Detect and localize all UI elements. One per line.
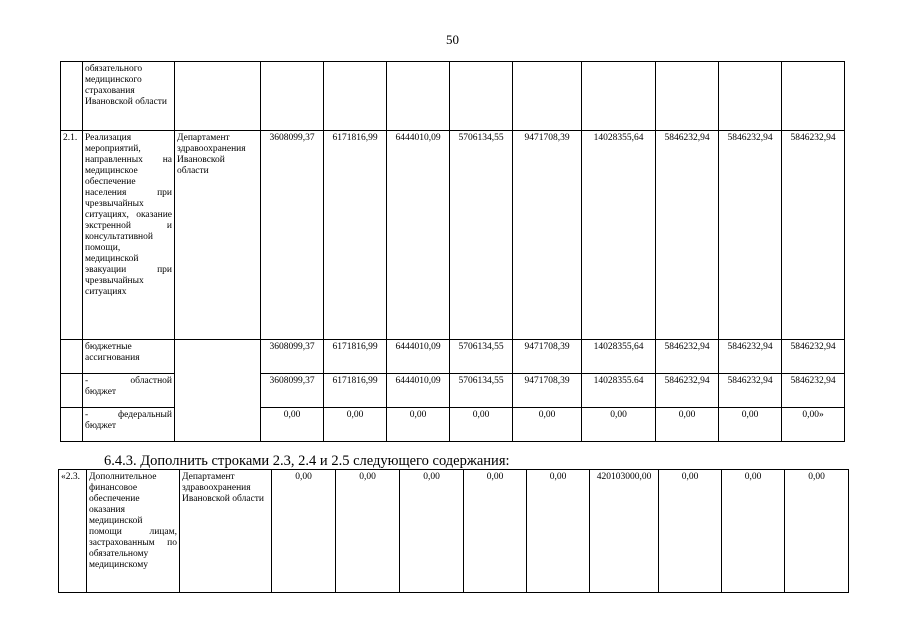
value-cell: 0,00	[464, 470, 527, 593]
value-cell: 0,00	[261, 408, 324, 442]
program-table-bottom	[58, 469, 849, 593]
value-cell: 9471708,39	[513, 340, 582, 374]
value-cell: 0,00	[722, 470, 785, 593]
program-table-top	[60, 61, 845, 442]
executor-cell: Департамент здравоохранения Ивановской области	[180, 470, 272, 593]
measure-name-cell	[83, 374, 175, 408]
value-cell: 14028355,64	[582, 131, 656, 340]
table-row	[61, 62, 845, 131]
value-cell: 5846232,94	[719, 374, 782, 408]
value-cell: 5846232,94	[782, 340, 845, 374]
value-cell: 0,00	[656, 408, 719, 442]
value-cell: 5846232,94	[719, 131, 782, 340]
value-cell: 0,00	[785, 470, 849, 593]
measure-name-cell: обязательного медицинского страхования Ивановской области	[83, 62, 175, 131]
value-cell: 6444010,09	[387, 374, 450, 408]
measure-name-cell: Дополнительное финансовое обеспечение оказания медицинской помощи лицам, застрахованным по обязательному медицинскому	[87, 470, 180, 593]
value-cell: 420103000,00	[590, 470, 659, 593]
page-number: 50	[446, 32, 459, 47]
value-cell: 3608099,37	[261, 131, 324, 340]
measure-name-cell: бюджетные ассигнования	[83, 340, 175, 374]
value-cell: 0,00	[400, 470, 464, 593]
value-cell: 5706134,55	[450, 340, 513, 374]
value-cell: 0,00	[659, 470, 722, 593]
value-cell: 5846232,94	[782, 374, 845, 408]
value-cell: 6171816,99	[324, 131, 387, 340]
table-row	[59, 470, 849, 593]
measure-name-cell	[83, 408, 175, 442]
dash-mark: -	[85, 376, 89, 386]
value-cell: 5846232,94	[782, 131, 845, 340]
value-cell: 0,00»	[782, 408, 845, 442]
value-cell: 9471708,39	[513, 131, 582, 340]
value-cell: 5846232,94	[656, 131, 719, 340]
budget-word-rest: бюджет	[85, 387, 117, 397]
value-cell: 14028355,64	[582, 340, 656, 374]
executor-cell: Департамент здравоохранения Ивановской области	[175, 131, 261, 340]
value-cell: 14028355.64	[582, 374, 656, 408]
value-cell: 0,00	[719, 408, 782, 442]
value-cell: 6171816,99	[324, 374, 387, 408]
measure-name-cell: Реализация мероприятий, направленных на медицинское обеспечение населения при чрезвычайных ситуациях, оказание экстренной и консультативной помощи, медицинской эвакуации при чрезвычайных ситуациях	[83, 131, 175, 340]
value-cell: 3608099,37	[261, 340, 324, 374]
row-number-cell: «2.3.	[59, 470, 87, 593]
value-cell: 5706134,55	[450, 374, 513, 408]
budget-word-rest: бюджет	[85, 421, 117, 431]
table-row	[61, 131, 845, 340]
value-cell: 0,00	[582, 408, 656, 442]
value-cell: 5846232,94	[719, 340, 782, 374]
value-cell: 0,00	[527, 470, 590, 593]
value-cell: 6444010,09	[387, 131, 450, 340]
dash-mark: -	[85, 410, 89, 420]
value-cell: 0,00	[336, 470, 400, 593]
budget-word: областной	[130, 376, 172, 386]
value-cell: 0,00	[513, 408, 582, 442]
value-cell: 5846232,94	[656, 374, 719, 408]
table-row	[61, 340, 845, 374]
budget-word: федеральный	[118, 410, 172, 420]
section-heading: 6.4.3. Дополнить строками 2.3, 2.4 и 2.5 следующего содержания:	[104, 453, 510, 469]
value-cell: 0,00	[450, 408, 513, 442]
row-number-cell: 2.1.	[61, 131, 83, 340]
value-cell: 5706134,55	[450, 131, 513, 340]
executor-cell	[175, 340, 261, 442]
value-cell: 9471708,39	[513, 374, 582, 408]
value-cell: 0,00	[272, 470, 336, 593]
value-cell: 0,00	[324, 408, 387, 442]
value-cell: 0,00	[387, 408, 450, 442]
value-cell: 3608099,37	[261, 374, 324, 408]
value-cell: 6444010,09	[387, 340, 450, 374]
executor-cell	[175, 62, 261, 131]
value-cell: 5846232,94	[656, 340, 719, 374]
value-cell: 6171816,99	[324, 340, 387, 374]
row-number-cell	[61, 62, 83, 131]
